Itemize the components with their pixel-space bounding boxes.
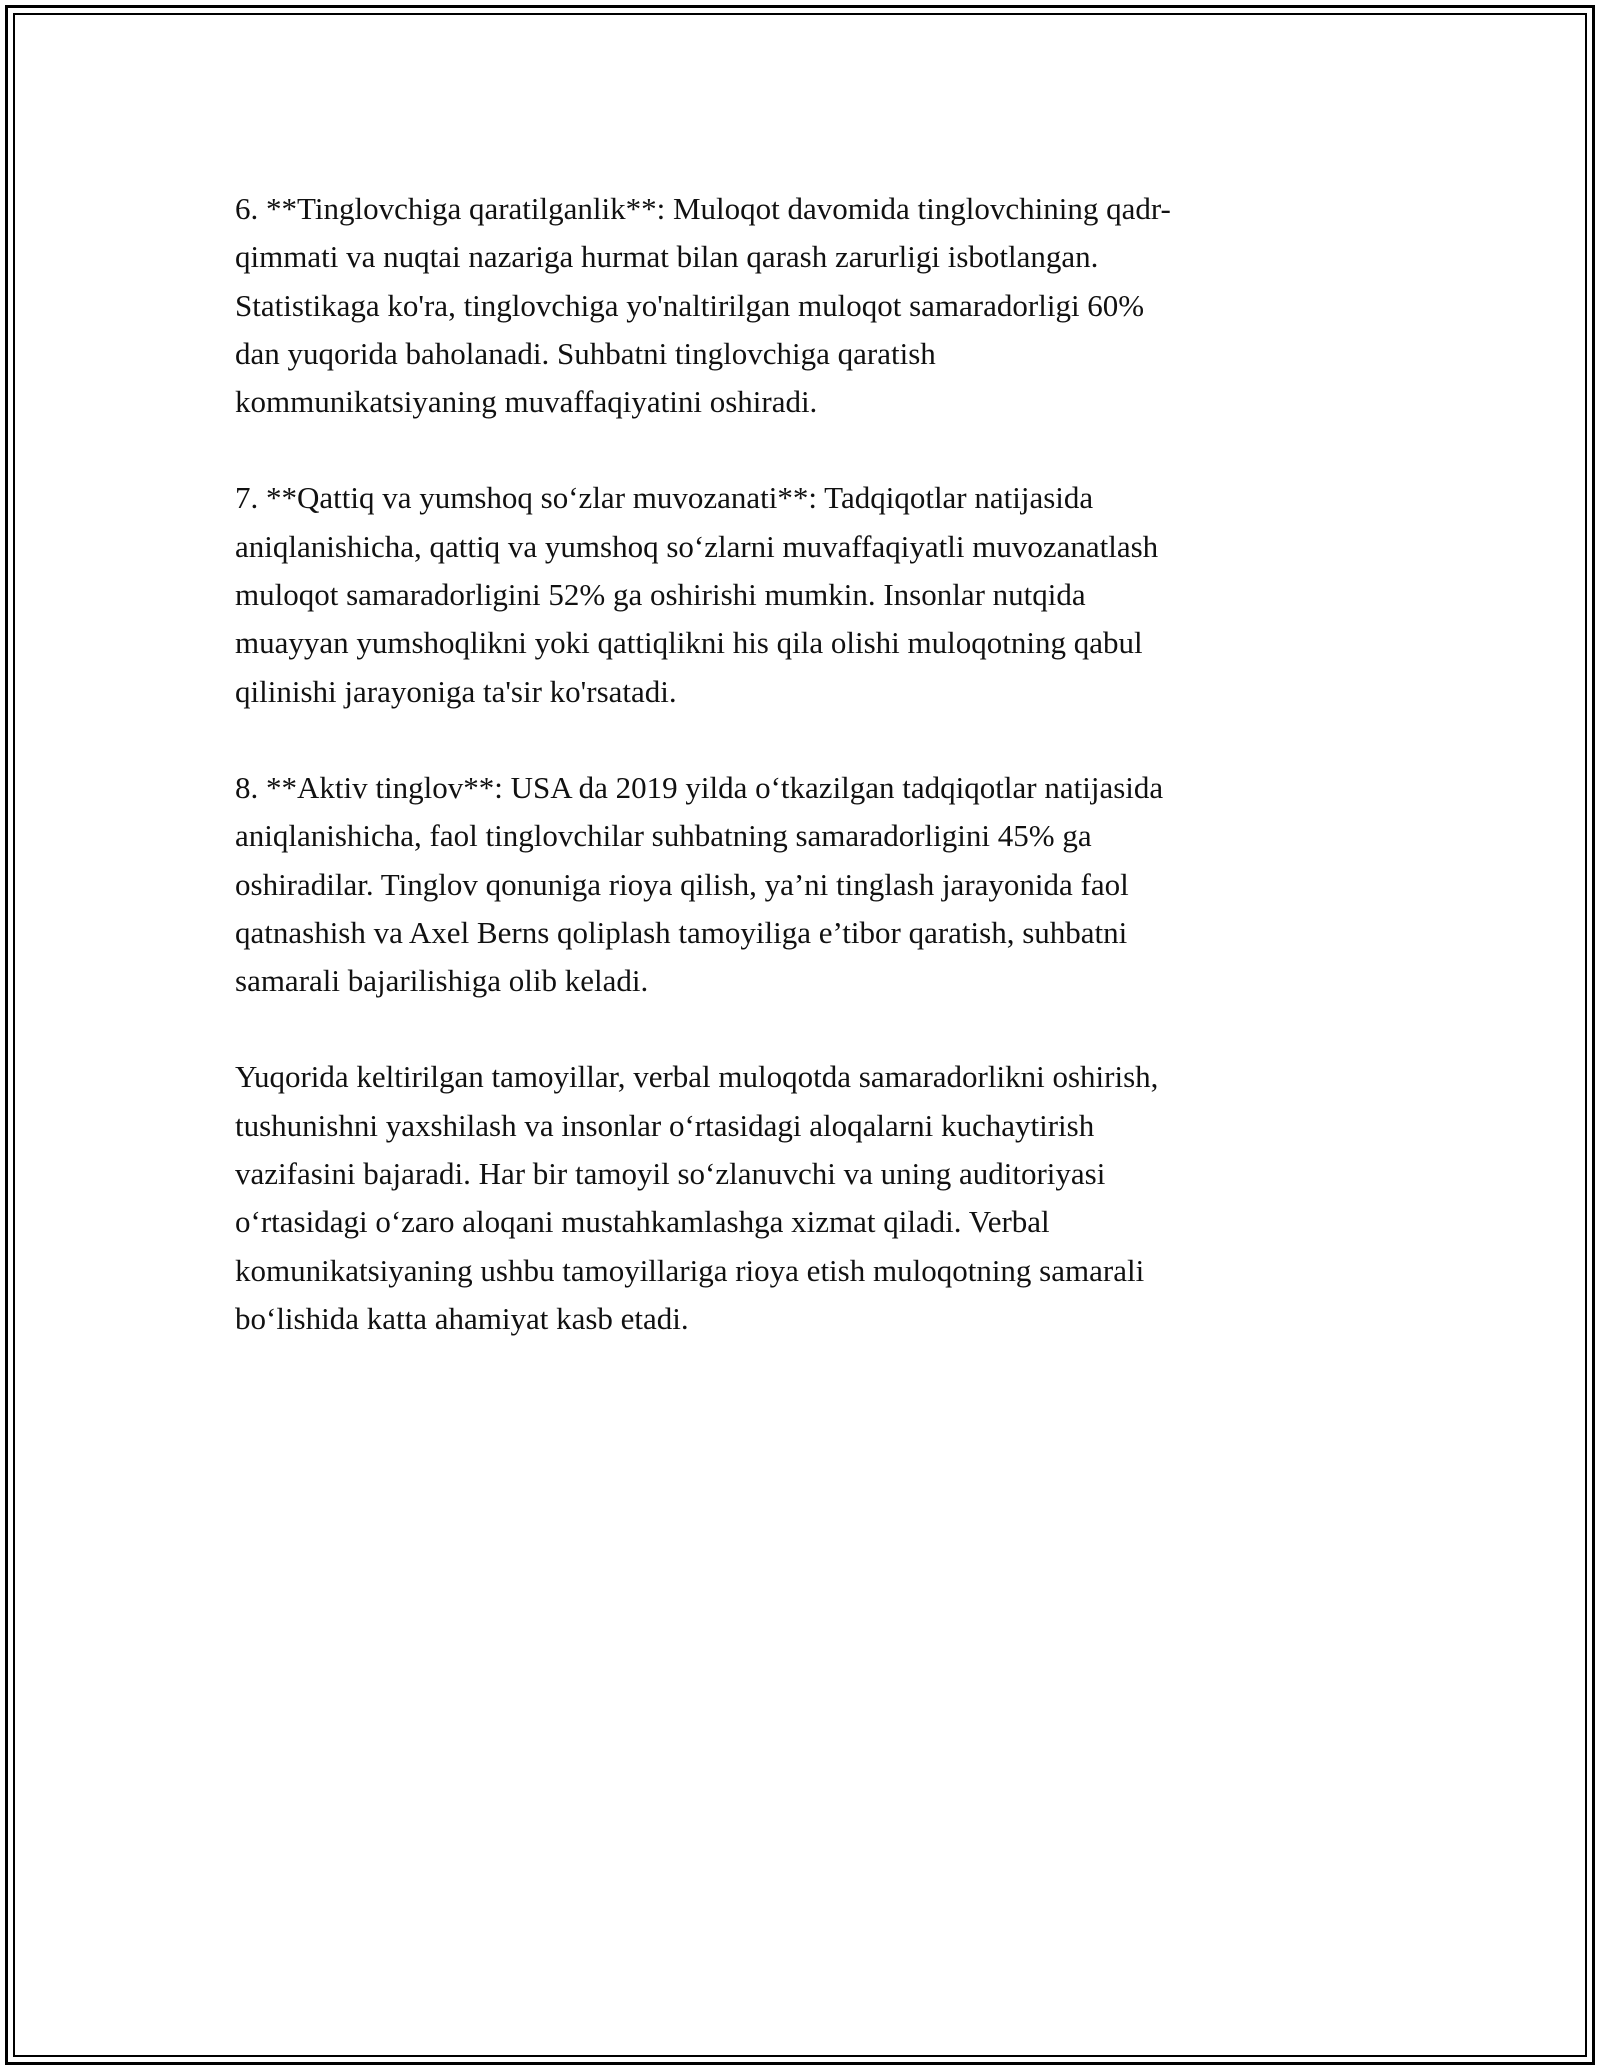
paragraph-conclusion: Yuqorida keltirilgan tamoyillar, verbal muloqotda samaradorlikni oshirish, tushunishni yaxshilash va insonlar o‘rtasidagi aloqalarni kuchaytirish vazifasini bajaradi. Har bir tamoyil so‘zlanuvchi va uning auditoriyasi o‘rtasidagi o‘zaro aloqani mustahkamlashga xizmat qiladi. Verbal komunikatsiyaning ushbu tamoyillariga rioya etish muloqotning samarali bo‘lishida katta ahamiyat kasb etadi. xyxy=(235,1059,1159,1336)
paragraph-item-8: 8. **Aktiv tinglov**: USA da 2019 yilda o‘tkazilgan tadqiqotlar natijasida aniqlanishicha, faol tinglovchilar suhbatning samaradorligini 45% ga oshiradilar. Tinglov qonuniga rioya qilish, ya’ni tinglash jarayonida faol qatnashish va Axel Berns qoliplash tamoyiliga e’tibor qaratish, suhbatni samarali bajarilishiga olib keladi. xyxy=(235,769,1164,999)
document-body xyxy=(235,185,1365,1391)
paragraph-item-7: 7. **Qattiq va yumshoq so‘zlar muvozanati**: Tadqiqotlar natijasida aniqlanishicha, qattiq va yumshoq so‘zlarni muvaffaqiyatli muvozanatlash muloqot samaradorligini 52% ga oshirishi mumkin. Insonlar nutqida muayyan yumshoqlikni yoki qattiqlikni his qila olishi muloqotning qabul qilinishi jarayoniga ta'sir ko'rsatadi. xyxy=(235,480,1159,709)
paragraph-item-6: 6. **Tinglovchiga qaratilganlik**: Muloqot davomida tinglovchining qadr- qimmati va nuqtai nazariga hurmat bilan qarash zarurligi isbotlangan. Statistikaga ko'ra, tinglovchiga yo'naltirilgan muloqot samaradorligi 60% dan yuqorida baholanadi. Suhbatni tinglovchiga qaratish kommunikatsiyaning muvaffaqiyatini oshiradi. xyxy=(235,191,1171,420)
